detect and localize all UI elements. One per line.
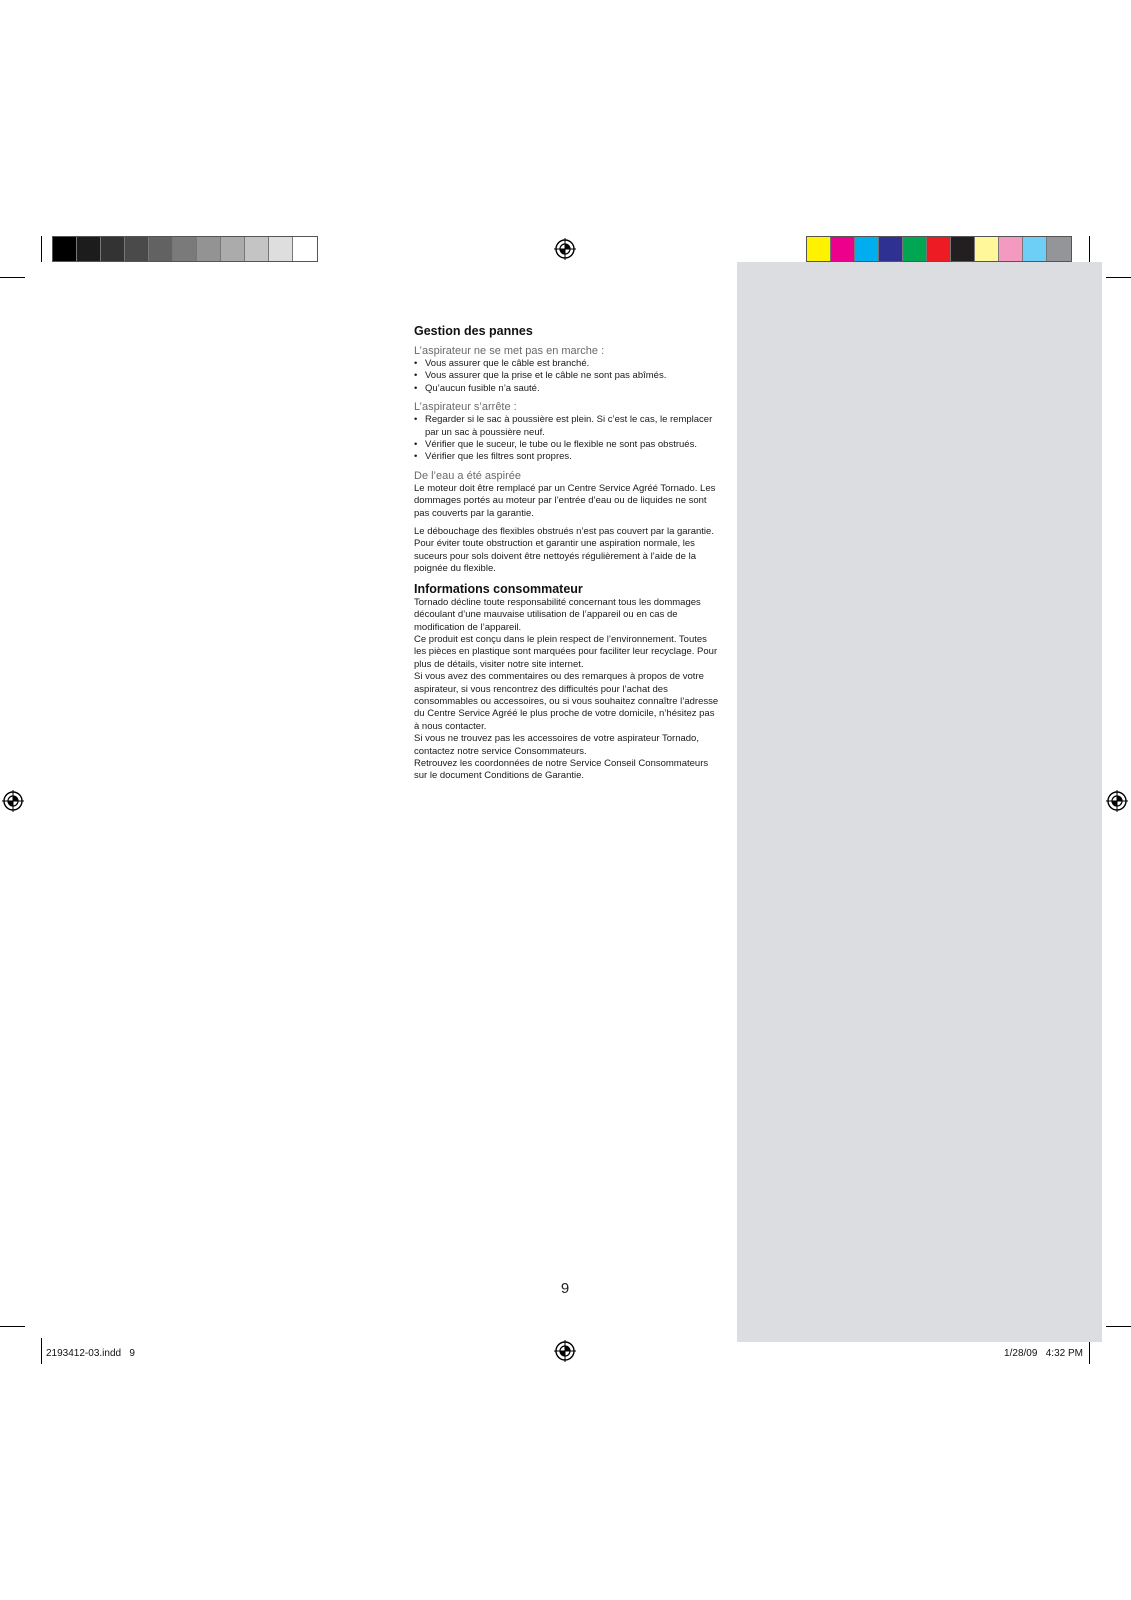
color-swatch — [831, 237, 855, 261]
registration-mark-left-icon — [2, 790, 24, 812]
gray-swatch — [77, 237, 101, 261]
section-title-troubleshooting: Gestion des pannes — [414, 324, 533, 338]
color-swatch — [855, 237, 879, 261]
content-column — [414, 324, 719, 783]
crop-mark-bottom-left-v — [41, 1338, 42, 1364]
color-swatch — [951, 237, 975, 261]
color-swatch — [1047, 237, 1071, 261]
gray-swatch — [101, 237, 125, 261]
color-swatch — [999, 237, 1023, 261]
list-item: • Regarder si le sac à poussière est plein. Si c’est le cas, le remplacer par un sac à poussière neuf. — [414, 414, 719, 439]
crop-mark-bottom-left-h — [0, 1326, 25, 1327]
side-panel — [737, 262, 1102, 1342]
color-swatch — [879, 237, 903, 261]
paragraph-water: Le moteur doit être remplacé par un Centre Service Agréé Tornado. Les dommages portés au moteur par l’entrée d’eau ou de liquides ne sont pas couverts par la garantie. — [414, 482, 716, 519]
color-bar — [806, 236, 1072, 262]
registration-mark-bottom-icon — [554, 1340, 576, 1362]
list-item: • Vous assurer que la prise et le câble ne sont pas abîmés. — [414, 370, 719, 382]
list-item: • Vérifier que les filtres sont propres. — [414, 451, 719, 463]
paragraph-accessories: Si vous ne trouvez pas les accessoires de votre aspirateur Tornado, contactez notre service Consommateurs. — [414, 733, 699, 757]
slug-datetime: 1/28/09 4:32 PM — [1004, 1348, 1083, 1359]
gray-swatch — [173, 237, 197, 261]
color-swatch — [927, 237, 951, 261]
gray-swatch — [293, 237, 317, 261]
registration-mark-right-icon — [1106, 790, 1128, 812]
registration-mark-top-icon — [554, 238, 576, 260]
gray-swatch — [269, 237, 293, 261]
color-swatch — [807, 237, 831, 261]
paragraph-unblocking: Le débouchage des flexibles obstrués n’est pas couvert par la garantie. Pour éviter toute obstruction et garantir une aspiration normale, les suceurs pour sols doivent être nettoyés régulièrement à l’aide de la poignée du flexible. — [414, 526, 714, 575]
gray-swatch — [245, 237, 269, 261]
list-stops — [414, 414, 719, 464]
subheading-no-start: L’aspirateur ne se met pas en marche : — [414, 345, 605, 357]
list-item: • Vous assurer que le câble est branché. — [414, 358, 719, 370]
list-no-start — [414, 358, 719, 395]
crop-mark-top-right-v — [1089, 236, 1090, 262]
crop-mark-top-left-h — [0, 277, 25, 278]
section-title-consumer-info: Informations consommateur — [414, 581, 583, 596]
crop-mark-top-right-h — [1106, 277, 1131, 278]
paragraph-environment: Ce produit est conçu dans le plein respect de l’environnement. Toutes les pièces en plastique sont marquées pour faciliter leur recyclage. Pour plus de détails, visiter notre site internet. — [414, 633, 718, 670]
paragraph-service: Retrouvez les coordonnées de notre Service Conseil Consommateurs sur le document Conditions de Garantie. — [414, 757, 709, 782]
page-number: 9 — [560, 1280, 570, 1297]
color-swatch — [1023, 237, 1047, 261]
paragraph-contact: Si vous avez des commentaires ou des remarques à propos de votre aspirateur, si vous rencontrez des difficultés pour l’achat des consommables ou accessoires, ou si vous souhaitez connaître l’adresse du Centre Service Agréé le plus proche de votre domicile, n’hésitez pas à nous contacter. — [414, 671, 719, 732]
crop-mark-top-left-v — [41, 236, 42, 262]
list-item: • Vérifier que le suceur, le tube ou le flexible ne sont pas obstrués. — [414, 439, 719, 451]
color-swatch — [975, 237, 999, 261]
grayscale-bar — [52, 236, 318, 262]
gray-swatch — [197, 237, 221, 261]
gray-swatch — [221, 237, 245, 261]
list-item: • Qu’aucun fusible n’a sauté. — [414, 383, 719, 395]
gray-swatch — [53, 237, 77, 261]
gray-swatch — [125, 237, 149, 261]
subheading-water: De l’eau a été aspirée — [414, 469, 522, 482]
paragraph-liability: Tornado décline toute responsabilité concernant tous les dommages découlant d’une mauvaise utilisation de l’appareil ou en cas de modification de l’appareil. — [414, 596, 701, 633]
crop-mark-bottom-right-h — [1106, 1326, 1131, 1327]
color-swatch — [903, 237, 927, 261]
subheading-stops: L’aspirateur s’arrête : — [414, 401, 517, 414]
gray-swatch — [149, 237, 173, 261]
slug-file-name: 2193412-03.indd 9 — [46, 1348, 135, 1359]
